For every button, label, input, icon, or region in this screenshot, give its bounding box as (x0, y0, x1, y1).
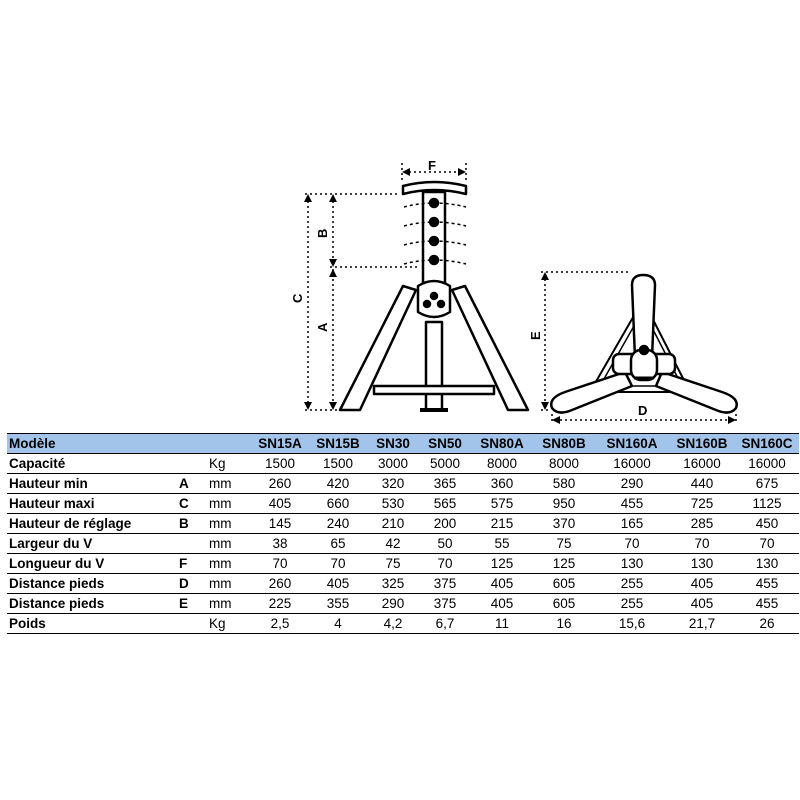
table-cell: 450 (735, 514, 799, 534)
table-cell: 5000 (419, 454, 471, 474)
table-cell: 605 (533, 574, 595, 594)
table-cell: 130 (669, 554, 735, 574)
dimension-code: C (179, 494, 209, 514)
dimension-code: F (179, 554, 209, 574)
table-cell: 2,5 (251, 614, 309, 634)
table-cell: 11 (471, 614, 533, 634)
specs-table (7, 433, 799, 634)
table-cell: 255 (595, 594, 669, 614)
table-cell: 130 (735, 554, 799, 574)
table-cell: 255 (595, 574, 669, 594)
dimension-code: E (179, 594, 209, 614)
dimension-code (179, 454, 209, 474)
table-cell: 455 (735, 574, 799, 594)
model-header: SN160A (595, 434, 669, 454)
row-label: Distance pieds (7, 574, 179, 594)
dim-label-e: E (528, 331, 543, 340)
table-cell: 16000 (595, 454, 669, 474)
side-view (340, 182, 528, 410)
table-cell: 260 (251, 574, 309, 594)
table-cell: 405 (471, 574, 533, 594)
dimension-code (179, 614, 209, 634)
dim-label-d: D (638, 403, 648, 418)
unit: mm (209, 574, 251, 594)
table-cell: 215 (471, 514, 533, 534)
table-cell: 16000 (669, 454, 735, 474)
table-cell: 325 (367, 574, 419, 594)
unit: mm (209, 554, 251, 574)
table-cell: 375 (419, 594, 471, 614)
table-cell: 70 (595, 534, 669, 554)
table-cell: 16 (533, 614, 595, 634)
model-header: SN80B (533, 434, 595, 454)
table-cell: 125 (471, 554, 533, 574)
table-cell: 4,2 (367, 614, 419, 634)
table-cell: 405 (669, 594, 735, 614)
row-label: Hauteur min (7, 474, 179, 494)
table-cell: 4 (309, 614, 367, 634)
collar-hole (431, 293, 437, 299)
row-label: Largeur du V (7, 534, 179, 554)
table-cell: 125 (533, 554, 595, 574)
row-label: Distance pieds (7, 594, 179, 614)
dim-label-c: C (290, 293, 305, 303)
table-cell: 725 (669, 494, 735, 514)
table-cell: 165 (595, 514, 669, 534)
unit: Kg (209, 614, 251, 634)
table-cell: 38 (251, 534, 309, 554)
pin-top (640, 346, 648, 354)
table-row (7, 474, 799, 494)
row-label: Hauteur maxi (7, 494, 179, 514)
table-cell: 70 (251, 554, 309, 574)
table-row (7, 454, 799, 474)
model-header: SN30 (367, 434, 419, 454)
table-cell: 130 (595, 554, 669, 574)
table-cell: 6,7 (419, 614, 471, 634)
center-tube (426, 322, 442, 410)
table-cell: 70 (419, 554, 471, 574)
table-cell: 65 (309, 534, 367, 554)
table-cell: 21,7 (669, 614, 735, 634)
table-row (7, 514, 799, 534)
table-cell: 290 (367, 594, 419, 614)
unit: mm (209, 474, 251, 494)
row-label: Poids (7, 614, 179, 634)
table-cell: 565 (419, 494, 471, 514)
table-cell: 405 (669, 574, 735, 594)
model-header: SN160C (735, 434, 799, 454)
table-cell: 365 (419, 474, 471, 494)
table-cell: 370 (533, 514, 595, 534)
table-cell: 75 (533, 534, 595, 554)
table-cell: 200 (419, 514, 471, 534)
header-row (7, 434, 799, 454)
table-row (7, 594, 799, 614)
table-cell: 320 (367, 474, 419, 494)
table-cell: 950 (533, 494, 595, 514)
table-cell: 675 (735, 474, 799, 494)
table-cell: 50 (419, 534, 471, 554)
model-header: SN50 (419, 434, 471, 454)
unit: mm (209, 534, 251, 554)
table-cell: 405 (251, 494, 309, 514)
model-header: SN160B (669, 434, 735, 454)
table-cell: 1125 (735, 494, 799, 514)
table-cell: 455 (735, 594, 799, 614)
table-cell: 355 (309, 594, 367, 614)
table-cell: 290 (595, 474, 669, 494)
table-cell: 70 (309, 554, 367, 574)
unit: mm (209, 494, 251, 514)
table-cell: 75 (367, 554, 419, 574)
table-cell: 580 (533, 474, 595, 494)
unit: mm (209, 514, 251, 534)
table-cell: 15,6 (595, 614, 669, 634)
unit: Kg (209, 454, 251, 474)
table-cell: 660 (309, 494, 367, 514)
model-header: SN15B (309, 434, 367, 454)
table-row (7, 534, 799, 554)
dimension-code: D (179, 574, 209, 594)
table-cell: 26 (735, 614, 799, 634)
model-header: SN15A (251, 434, 309, 454)
table-cell: 420 (309, 474, 367, 494)
cross-bar (374, 386, 494, 394)
table-cell: 16000 (735, 454, 799, 474)
table-cell: 70 (735, 534, 799, 554)
row-label: Hauteur de réglage (7, 514, 179, 534)
row-label: Longueur du V (7, 554, 179, 574)
table-cell: 375 (419, 574, 471, 594)
dim-label-b: B (315, 228, 330, 238)
table-cell: 455 (595, 494, 669, 514)
table-cell: 42 (367, 534, 419, 554)
table-cell: 1500 (251, 454, 309, 474)
table-cell: 8000 (533, 454, 595, 474)
header-label: Modèle (7, 434, 251, 454)
dimension-code (179, 534, 209, 554)
table-cell: 225 (251, 594, 309, 614)
table-row (7, 494, 799, 514)
table-row (7, 574, 799, 594)
table-cell: 575 (471, 494, 533, 514)
table-cell: 405 (309, 574, 367, 594)
table-cell: 8000 (471, 454, 533, 474)
dimension-code: A (179, 474, 209, 494)
row-label: Capacité (7, 454, 179, 474)
top-view (551, 275, 736, 413)
table-row (7, 614, 799, 634)
collar-hole (424, 301, 430, 307)
dimension-code: B (179, 514, 209, 534)
unit: mm (209, 594, 251, 614)
dim-label-a: A (315, 322, 330, 332)
table-cell: 1500 (309, 454, 367, 474)
collar-hole (438, 301, 444, 307)
table-cell: 605 (533, 594, 595, 614)
table-cell: 70 (669, 534, 735, 554)
dim-label-f: F (428, 158, 436, 173)
table-cell: 360 (471, 474, 533, 494)
table-cell: 3000 (367, 454, 419, 474)
table-cell: 240 (309, 514, 367, 534)
table-cell: 285 (669, 514, 735, 534)
table-cell: 260 (251, 474, 309, 494)
table-cell: 530 (367, 494, 419, 514)
table-row (7, 554, 799, 574)
table-cell: 440 (669, 474, 735, 494)
table-cell: 405 (471, 594, 533, 614)
model-header: SN80A (471, 434, 533, 454)
table-cell: 145 (251, 514, 309, 534)
table-body (7, 454, 799, 634)
table-cell: 55 (471, 534, 533, 554)
table-cell: 210 (367, 514, 419, 534)
